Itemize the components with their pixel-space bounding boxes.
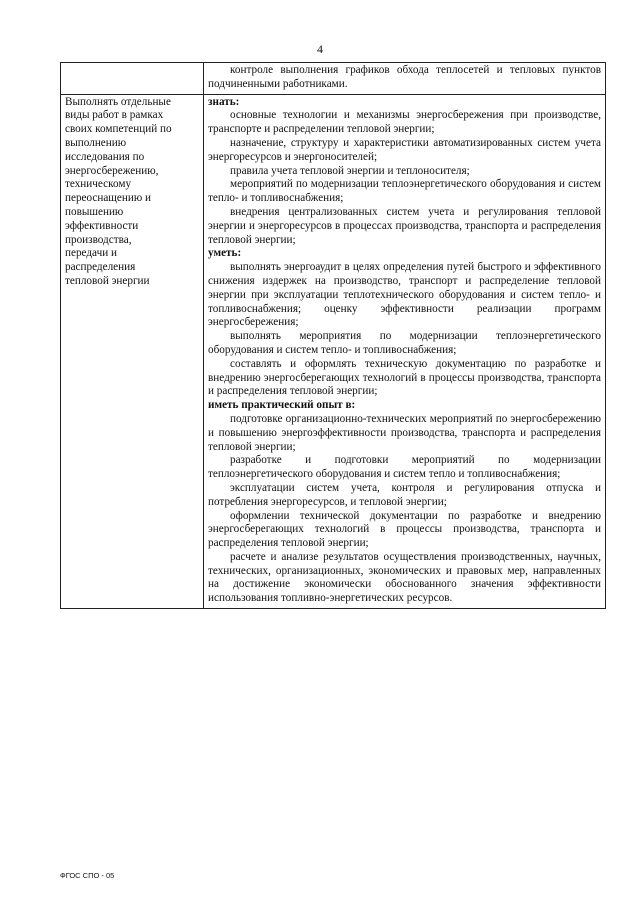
experience-item: эксплуатации систем учета, контроля и регулирования отпуска и потребления энергоресурсов, и тепловой энергии; xyxy=(208,481,601,508)
requirements-cell xyxy=(204,94,606,608)
competency-line: техническому xyxy=(65,178,132,191)
know-item: внедрения централизованных систем учета и регулирования тепловой энергии и энергоресурсов в процессах производства, транспорта и распределения тепловой энергии; xyxy=(208,205,601,246)
experience-item: оформлении технической документации по разработке и внедрению энергосберегающих технологий в процессы производства, транспорта и распределения тепловой энергии; xyxy=(208,509,601,550)
competency-line: виды работ в рамках xyxy=(65,109,164,122)
know-item: мероприятий по модернизации теплоэнергетического оборудования и систем тепло- и топливоснабжения; xyxy=(208,178,601,205)
competency-line: тепловой энергии xyxy=(65,274,150,287)
competency-line: производства, xyxy=(65,233,132,246)
competency-line: распределения xyxy=(65,261,136,274)
can-item: выполнять мероприятия по модернизации теплоэнергетического оборудования и систем тепло- и топливоснабжения; xyxy=(208,330,601,356)
page-number: 4 xyxy=(317,42,323,56)
competency-line: эффективности xyxy=(65,219,139,232)
table-cell-empty xyxy=(61,63,204,95)
experience-item: расчете и анализе результатов осуществления производственных, научных, технических, организационных, экономических и правовых мер, направленных на достижение экономически обоснованного значения эффективности использования топливно-энергетических ресурсов. xyxy=(208,550,601,605)
competency-line: энергосбережению, xyxy=(65,164,159,177)
competency-table xyxy=(60,62,606,609)
experience-item: разработке и подготовки мероприятий по модернизации теплоэнергетического оборудования и систем тепло и топливоснабжения; xyxy=(208,454,601,481)
can-header: уметь: xyxy=(208,247,242,260)
competency-line: переоснащению и xyxy=(65,192,151,205)
experience-header: иметь практический опыт в: xyxy=(208,399,356,412)
competency-cell xyxy=(61,94,204,608)
table-row xyxy=(61,63,606,95)
know-item: назначение, структуру и характеристики автоматизированных систем учета энергоресурсов и энергоносителей; xyxy=(208,136,601,163)
table-row xyxy=(61,94,606,608)
competency-line: Выполнять отдельные xyxy=(65,95,171,108)
footer-code: ФГОС СПО - 05 xyxy=(60,871,115,880)
know-item: основные технологии и механизмы энергосбережения при производстве, транспорте и распределении тепловой энергии; xyxy=(208,109,601,136)
continuation-text: контроле выполнения графиков обхода теплосетей и тепловых пунктов подчиненными работниками. xyxy=(208,64,601,90)
know-header: знать: xyxy=(208,95,240,108)
competency-line: повышению xyxy=(65,205,124,218)
experience-item: подготовке организационно-технических мероприятий по энергосбережению и повышению энергоэффективности производства, транспорта и распределения тепловой энергии; xyxy=(208,412,601,453)
competency-line: своих компетенций по xyxy=(65,123,172,136)
table-cell-continuation xyxy=(204,63,606,95)
can-item: выполнять энергоаудит в целях определения путей быстрого и эффективного снижения издержек на производство, транспорт и распределение тепловой энергии при эксплуатации теплотехнического оборудования и систем тепло- и топливоснабжения; оценку эффективности реализации программ энергосбережения; xyxy=(208,261,601,329)
know-item: правила учета тепловой энергии и теплоносителя; xyxy=(230,164,470,177)
can-item: составлять и оформлять техническую документацию по разработке и внедрению энергосберегающих технологий в процессы производства, транспорта и распределения тепловой энергии; xyxy=(208,357,601,398)
competency-line: передачи и xyxy=(65,247,117,260)
competency-line: исследования по xyxy=(65,150,145,163)
competency-line: выполнению xyxy=(65,136,127,149)
